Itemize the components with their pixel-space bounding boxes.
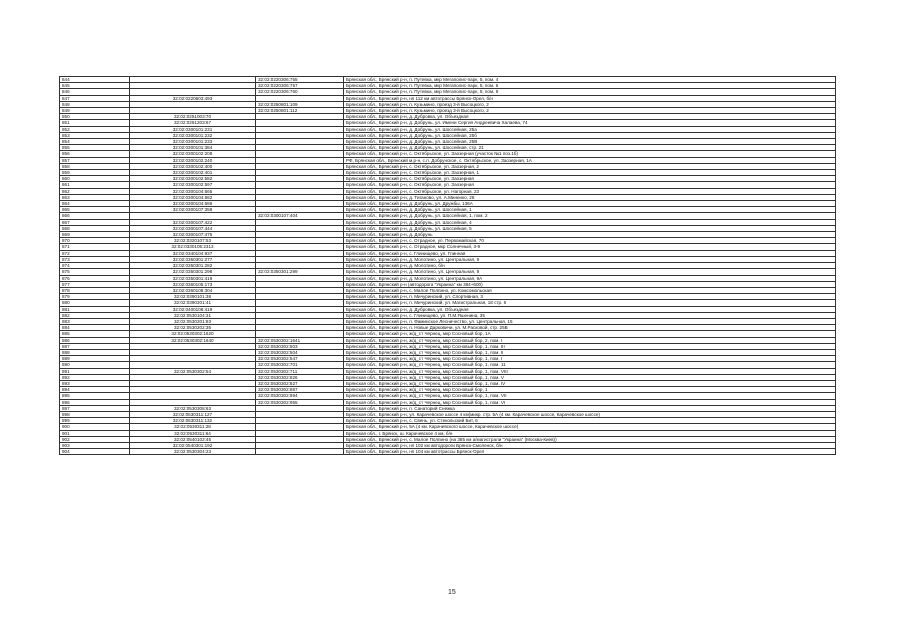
cadastral-number-cell: 32:02:0300104:686 (130, 201, 256, 207)
address-cell: Брянская обл., Брянский р-н, д. Молотино, ул. Центральная, 9 (344, 269, 836, 275)
address-cell: Брянская обл., Брянский р-н, 5А (4 км. Карачевского шоссе, Карачевское шоссе) (344, 424, 836, 430)
address-cell: Брянская обл., Брянский р-н, с. Октябрьское, ул. Заозерная, 1 (344, 170, 836, 176)
address-cell: Брянская обл., Брянский р-н, ж/д_ст Чернец, мкр Сосновый бор, 1, пом. VIII (344, 368, 836, 374)
address-cell: Брянская обл., Брянский р-н, с. Глинищево, ул. П.М.Яшенина, 35 (344, 312, 836, 318)
related-number-cell: 32:02:0250801:109 (256, 101, 344, 107)
cadastral-number-cell: 32:02:0360105:173 (130, 281, 256, 287)
row-number-cell: 901 (60, 430, 130, 436)
cadastral-number-cell: 32:02:0350301:419 (130, 275, 256, 281)
row-number-cell: 892 (60, 374, 130, 380)
related-number-cell: 32:02:0220306:755 (256, 77, 344, 83)
address-cell: Брянская обл., Брянский р-н, д. Добрунь (344, 232, 836, 238)
row-number-cell: 897 (60, 405, 130, 411)
cadastral-number-cell: 32:02:0300104:682 (130, 194, 256, 200)
address-cell: Брянская обл., Брянский р-н, д. Молотино, ул. Центральная, 9А (344, 275, 836, 281)
address-cell: РФ, Брянская обл., Брянский м.р-н, с.п. Добрунское, с. Октябрьское, ул. Заозерная, 1А (344, 157, 836, 163)
address-cell: Брянская обл., Брянский р-н, д. Тиганово, ул. А.Миненко, 28 (344, 194, 836, 200)
address-cell: Брянская обл., Брянский р-н, ул. Карачевское шоссе 4 км(микр. стр. 5А (4 км. Карачевское шоссе, Карачевское шоссе) (344, 411, 836, 417)
row-number-cell: 877 (60, 281, 130, 287)
address-cell: Брянская обл., Брянский р-н, п. Кузьмино, проезд 3-й Высоцкого, 2 (344, 101, 836, 107)
address-cell: Брянская обл., Брянский р-н, п. Фаминское Лесничество, ул. Центральная, 15 (344, 318, 836, 324)
address-cell: Брянская обл., Брянский р-н, д. Добрунь, ул. Шоссейная, 25В (344, 139, 836, 145)
address-cell: Брянская обл., Брянский р-н, с. Малое Полпино, ул. Комсомольская (344, 287, 836, 293)
row-number-cell: 869 (60, 232, 130, 238)
address-cell: Брянская обл., Брянский р-н, ж/д_ст Чернец, мкр Сосновый бор, 1, пом. VI (344, 399, 836, 405)
address-cell: Брянская обл., Брянский р-н, с. Октябрьское, ул. Нагорная, 23 (344, 188, 836, 194)
row-number-cell: 871 (60, 244, 130, 250)
related-number-cell: 32:02:0530302:504 (256, 349, 344, 355)
cadastral-number-cell: 32:02:0540102:45 (130, 436, 256, 442)
cadastral-number-cell: 32:02:0251203:67 (130, 120, 256, 126)
cadastral-number-cell: 32:02:0530302:1620 (130, 331, 256, 337)
row-number-cell: 856 (60, 151, 130, 157)
address-cell: Брянская обл., Брянский р-н, п. Мичуринский, ул. Спортивная, 3 (344, 294, 836, 300)
row-number-cell: 890 (60, 362, 130, 368)
cadastral-number-cell: 32:02:0530311:64 (130, 430, 256, 436)
address-cell: Брянская обл., Брянский р-н, ж/д_ст Чернец, мкр Сосновый бор, 1, пом. IV (344, 380, 836, 386)
address-cell: Брянская обл., Брянский р-н, д. Дубровка, ул. Объездная (344, 114, 836, 120)
row-number-cell: 844 (60, 77, 130, 83)
cadastral-number-cell: 32:02:0530104:31 (130, 312, 256, 318)
row-number-cell: 894 (60, 387, 130, 393)
address-cell: Брянская обл., Брянский р-н, д. Добрунь, ул. Шоссейная, 1, пом. 2 (344, 213, 836, 219)
row-number-cell: 860 (60, 176, 130, 182)
address-cell: Брянская обл., Брянский р-н, п. Новые Дарковичи, ул. М.Расковой, стр. 25В (344, 325, 836, 331)
related-number-cell: 32:02:0530302:955 (256, 399, 344, 405)
row-number-cell: 848 (60, 101, 130, 107)
related-number-cell: 32:02:0530302:887 (256, 387, 344, 393)
row-number-cell: 855 (60, 145, 130, 151)
cadastral-number-cell: 32:02:0300107:358 (130, 207, 256, 213)
address-cell: Брянская обл., Брянский р-н, д. Добрунь, ул. Имени Сергия Андреевича Халаева, 74 (344, 120, 836, 126)
row-number-cell: 896 (60, 399, 130, 405)
cadastral-number-cell: 32:02:0350301:298 (130, 269, 256, 275)
row-number-cell: 868 (60, 225, 130, 231)
row-number-cell: 873 (60, 256, 130, 262)
row-number-cell: 875 (60, 269, 130, 275)
address-cell: Брянская обл., Брянский р-н, п. Путевка, мкр Мегаполис-парк, 5, пом. 6 (344, 83, 836, 89)
cadastral-number-cell: 32:02:0390101:38 (130, 294, 256, 300)
address-cell: Брянская обл., Брянский р-н, ж/д_ст Чернец, мкр Сосновый бор, 1А (344, 331, 836, 337)
row-number-cell: 878 (60, 287, 130, 293)
row-number-cell: 847 (60, 95, 130, 101)
address-cell: Брянская обл., Брянский р-н, п. Путевка, мкр Мегаполис-парк, 5, пом. 9 (344, 89, 836, 95)
address-cell: Брянская обл., Брянский р-н, ж/д_ст Чернец, мкр Сосновый бор, 1 (344, 387, 836, 393)
row-number-cell: 879 (60, 294, 130, 300)
cadastral-number-cell: 32:02:0300101:384 (130, 145, 256, 151)
page-number: 15 (448, 589, 456, 596)
row-number-cell: 880 (60, 300, 130, 306)
row-number-cell: 904 (60, 449, 130, 455)
row-number-cell: 858 (60, 163, 130, 169)
address-cell: Брянская обл., Брянский р-н, д. Добрунь, ул. Дружбы, 136А (344, 201, 836, 207)
cadastral-number-cell: 32:02:0300102:400 (130, 163, 256, 169)
row-number-cell: 861 (60, 182, 130, 188)
cadastral-number-cell: 32:02:0300101:231 (130, 126, 256, 132)
address-cell: Брянская обл., Брянский р-н, нп 102 км автодороги Брянск-Смоленск, б/н (344, 442, 836, 448)
row-number-cell: 872 (60, 250, 130, 256)
row-number-cell: 888 (60, 349, 130, 355)
row-number-cell: 853 (60, 132, 130, 138)
address-cell: Брянская обл., Брянский р-н, д. Добрунь, ул. Шоссейная, стр. 21 (344, 145, 836, 151)
row-number-cell: 889 (60, 356, 130, 362)
address-cell: Брянская обл., Брянский р-н, ж/д_ст Чернец, мкр Сосновый бор, 1, пом. III (344, 343, 836, 349)
cadastral-number-cell: 32:02:0530311:28 (130, 424, 256, 430)
related-number-cell: 32:02:0350301:299 (256, 269, 344, 275)
address-cell: Брянская обл., Брянский р-н, нп 112 км автотрассы Брянск-Орел, б/н (344, 95, 836, 101)
cadastral-number-cell: 32:02:0251003:70 (130, 114, 256, 120)
address-cell: Брянская обл., Брянский р-н, д. Добрунь, ул. Шоссейная, 1 (344, 207, 836, 213)
cadastral-number-cell: 32:02:0220603:493 (130, 95, 256, 101)
cadastral-number-cell: 32:02:0530304:23 (130, 449, 256, 455)
address-cell: Брянская обл., Брянский р-н, с. Октябрьское, ул. Заозерная (участок №1 поз.1б) (344, 151, 836, 157)
cadastral-number-cell: 32:02:0300102:208 (130, 151, 256, 157)
cadastral-number-cell: 32:02:0300101:233 (130, 139, 256, 145)
related-number-cell: 32:02:0530302:711 (256, 368, 344, 374)
row-number-cell: 846 (60, 89, 130, 95)
table-row (60, 449, 836, 455)
address-cell: Брянская обл., Брянский р-н (автодорога "Украина" км 384+600) (344, 281, 836, 287)
row-number-cell: 864 (60, 201, 130, 207)
row-number-cell: 903 (60, 442, 130, 448)
cadastral-number-cell: 32:02:0530302:54 (130, 368, 256, 374)
address-cell: Брянская обл., Брянский р-н, д. Добрунь, ул. Шоссейная, 25а (344, 126, 836, 132)
cadastral-number-cell: 32:02:0300102:401 (130, 170, 256, 176)
address-cell: Брянская обл., Брянский р-н, с. Отрадное, мкр Солнечный, 3-9 (344, 244, 836, 250)
cadastral-number-cell: 32:02:0340104:937 (130, 250, 256, 256)
address-cell: Брянская обл., Брянский р-н, ж/д_ст Чернец, мкр Сосновый бор, 2, пом. I (344, 337, 836, 343)
cadastral-number-cell: 32:02:0300107:444 (130, 225, 256, 231)
row-number-cell: 899 (60, 418, 130, 424)
row-number-cell: 859 (60, 170, 130, 176)
related-number-cell: 32:02:0300107:404 (256, 213, 344, 219)
cadastral-number-cell: 32:02:0530201:83 (130, 318, 256, 324)
address-cell: Брянская обл., Брянский р-н, с. Малое Полпино (на 385 км а/магистрали "Украина" (Москва-Киев)) (344, 436, 836, 442)
related-number-cell: 32:02:0530302:894 (256, 393, 344, 399)
address-cell: Брянская обл., Брянский р-н, ж/д_ст Чернец, мкр Сосновый бор, 1, пом. I (344, 356, 836, 362)
row-number-cell: 867 (60, 219, 130, 225)
address-cell: Брянская обл., Брянский р-н, ж/д_ст Чернец, мкр Сосновый бор, 1, пом. V (344, 374, 836, 380)
row-number-cell: 854 (60, 139, 130, 145)
cadastral-number-cell: 32:02:0530311:127 (130, 411, 256, 417)
cadastral-number-cell: 32:02:0300107:422 (130, 219, 256, 225)
address-cell: Брянская обл., Брянский р-н, д. Дубровка, ул. Объездная (344, 306, 836, 312)
row-number-cell: 884 (60, 325, 130, 331)
address-cell: Брянская обл., Брянский р-н, с. Октябрьское, ул. Заозерная (344, 182, 836, 188)
address-cell: Брянская обл., Брянский р-н, ж/д_ст Чернец, мкр Сосновый бор, 1, пом. 11 (344, 362, 836, 368)
related-number-cell (256, 449, 344, 455)
address-cell: Брянская обл., Брянский р-н, с. Свень, ул. Стекольский Бит, 6 (344, 418, 836, 424)
row-number-cell: 874 (60, 263, 130, 269)
row-number-cell: 893 (60, 380, 130, 386)
row-number-cell: 883 (60, 318, 130, 324)
cadastral-number-cell: 32:02:0530202:35 (130, 325, 256, 331)
row-number-cell: 876 (60, 275, 130, 281)
related-number-cell: 32:02:0530302:827 (256, 380, 344, 386)
address-cell: Брянская обл., Брянский р-н, д. Молотино, б/н (344, 263, 836, 269)
address-cell: Брянская обл., Брянский р-н, нп 104 км автотрассы Брянск-Орел (344, 449, 836, 455)
table-body (60, 77, 836, 455)
row-number-cell: 886 (60, 337, 130, 343)
cadastral-number-cell: 32:02:0400106:419 (130, 306, 256, 312)
address-cell: Брянская обл., Брянский р-н, ж/д_ст Чернец, мкр Сосновый бор, 1, пом. VII (344, 393, 836, 399)
row-number-cell: 885 (60, 331, 130, 337)
related-number-cell: 32:02:0530302:826 (256, 374, 344, 380)
row-number-cell: 895 (60, 393, 130, 399)
cadastral-number-cell: 32:02:0350301:277 (130, 256, 256, 262)
row-number-cell: 851 (60, 120, 130, 126)
address-cell: Брянская обл., Брянский р-н, ж/д_ст Чернец, мкр Сосновый бор, 1, пом. II (344, 349, 836, 355)
address-cell: Брянская обл., Брянский р-н, с. Октябрьское, ул. Заозерная, 2 (344, 163, 836, 169)
row-number-cell: 866 (60, 213, 130, 219)
row-number-cell: 902 (60, 436, 130, 442)
row-number-cell: 850 (60, 114, 130, 120)
cadastral-number-cell: 32:02:0300104:665 (130, 188, 256, 194)
row-number-cell: 898 (60, 411, 130, 417)
related-number-cell: 32:02:0530302:547 (256, 356, 344, 362)
cadastral-number-cell: 32:02:0300102:597 (130, 182, 256, 188)
address-cell: Брянская обл., Брянский р-н, с. Глинищево, ул. Глинная (344, 250, 836, 256)
address-cell: Брянская обл., Брянский р-н, с. Октябрьское, ул. Заозерная (344, 176, 836, 182)
cadastral-number-cell: 32:02:0350301:282 (130, 263, 256, 269)
address-cell: Брянская обл., Брянский р-н, п. Путевка, мкр Мегаполис-парк, 5, пом. 4 (344, 77, 836, 83)
related-number-cell: 32:02:0530302:503 (256, 343, 344, 349)
row-number-cell: 865 (60, 207, 130, 213)
row-number-cell: 881 (60, 306, 130, 312)
row-number-cell: 882 (60, 312, 130, 318)
cadastral-number-cell: 32:02:0320107:53 (130, 238, 256, 244)
related-number-cell: 32:02:0530302:701 (256, 362, 344, 368)
address-cell: Брянская обл., Брянский р-н, п. Мичуринский, ул. Магистральная, 18 стр. 6 (344, 300, 836, 306)
address-cell: Брянская обл., Брянский р-н, д. Молотино, ул. Центральная, 9 (344, 256, 836, 262)
address-cell: Брянская обл., Брянский р-н, д. Добрунь, ул. Шоссейная, 4 (344, 219, 836, 225)
related-number-cell: 32:02:0220306:757 (256, 83, 344, 89)
cadastral-number-cell: 32:02:0390201:41 (130, 300, 256, 306)
document-table-container (59, 76, 836, 455)
row-number-cell: 849 (60, 108, 130, 114)
address-cell: Брянская обл., Брянский р-н, п. Санаторий Снежка (344, 405, 836, 411)
row-number-cell: 863 (60, 194, 130, 200)
cadastral-number-cell: 32:02:0300102:582 (130, 176, 256, 182)
row-number-cell: 870 (60, 238, 130, 244)
cadastral-number-cell: 32:02:0530308:63 (130, 405, 256, 411)
row-number-cell: 887 (60, 343, 130, 349)
row-number-cell: 845 (60, 83, 130, 89)
related-number-cell: 32:02:0220306:760 (256, 89, 344, 95)
related-number-cell: 32:02:0530302:1641 (256, 337, 344, 343)
address-cell: Брянская обл., Брянский р-н, д. Добрунь, ул. Шоссейная, 5 (344, 225, 836, 231)
cadastral-number-cell: 32:02:0300107:475 (130, 232, 256, 238)
row-number-cell: 862 (60, 188, 130, 194)
cadastral-number-cell: 32:02:0330105:2313 (130, 244, 256, 250)
cadastral-number-cell: 32:02:0300102:240 (130, 157, 256, 163)
cadastral-number-cell: 32:02:0360108:304 (130, 287, 256, 293)
cadastral-number-cell: 32:02:0300101:232 (130, 132, 256, 138)
row-number-cell: 852 (60, 126, 130, 132)
address-cell: Брянская обл., Брянский р-н, с. Отрадное, ул. Первомайская, 70 (344, 238, 836, 244)
cadastral-table (59, 76, 836, 455)
cadastral-number-cell: 32:02:0540301:192 (130, 442, 256, 448)
row-number-cell: 857 (60, 157, 130, 163)
related-number-cell: 32:02:0250801:112 (256, 108, 344, 114)
address-cell: Брянская обл., Брянский р-н, п. Кузьмино, проезд 3-й Высоцкого, 2 (344, 108, 836, 114)
cadastral-number-cell: 32:02:0530302:1640 (130, 337, 256, 343)
address-cell: Брянская обл., г. Брянск, ш. Карачевское 4 км, б/н (344, 430, 836, 436)
row-number-cell: 891 (60, 368, 130, 374)
cadastral-number-cell: 32:02:0530311:132 (130, 418, 256, 424)
address-cell: Брянская обл., Брянский р-н, д. Добрунь, ул. Шоссейная, 25б (344, 132, 836, 138)
row-number-cell: 900 (60, 424, 130, 430)
